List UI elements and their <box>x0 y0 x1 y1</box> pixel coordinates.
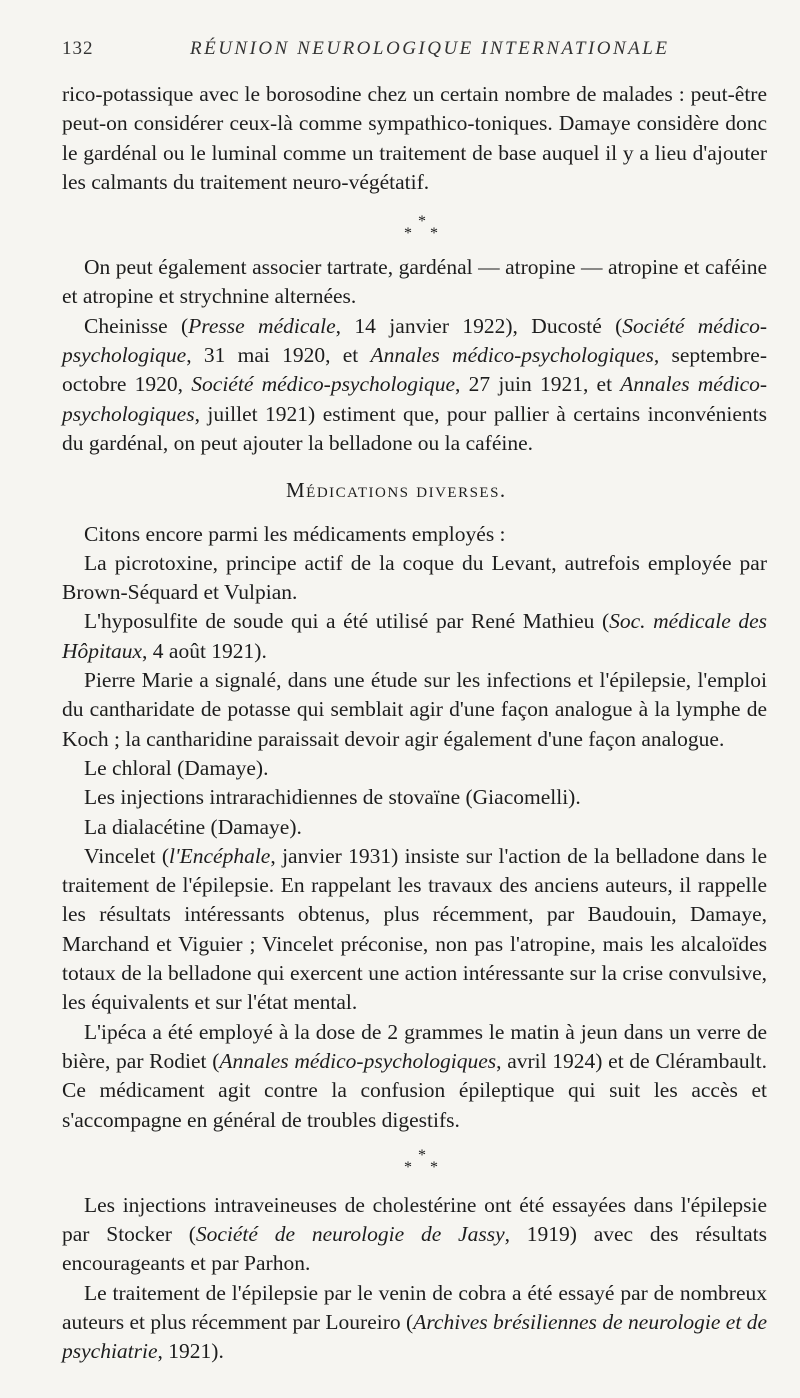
citation-title: l'Encéphale <box>169 843 271 868</box>
section-heading: Médications diverses. <box>286 478 507 503</box>
paragraph-cheinisse: Cheinisse (Presse médicale, 14 janvier 1922), Ducosté (Société médico-psychologique, 31 mai 1920, et Annales médico-psychologiques, septembre-octobre 1920, Société médico-psychologique, 27 juin 1921, et Annales médico-psychologiques, juillet 1921) estiment que, pour pallier à certains inconvénients du gardénal, on peut ajouter la belladone ou la caféine. <box>62 313 768 455</box>
citation-title: Société médico-psychologique <box>62 313 767 368</box>
paragraph-chloral: Le chloral (Damaye). <box>84 755 269 780</box>
citation-title: Société médico-psychologique <box>191 372 456 397</box>
paragraph-ipeca: L'ipéca a été employé à la dose de 2 grammes le matin à jeun dans un verre de bière, par Rodiet (Annales médico-psychologiques, avril 1924) et de Clérambault. Ce médicament agit contre la confusion épileptique qui suit les accès et s'accompagne en général de troubles digestifs. <box>62 1019 767 1132</box>
citation-title: Annales médico-psychologiques <box>370 343 654 368</box>
running-title: RÉUNION NEUROLOGIQUE INTERNATIONALE <box>190 38 670 59</box>
asterism-star: * <box>430 225 438 243</box>
asterism-star: * <box>404 225 412 243</box>
citation-title: Archives brésiliennes de neurologie et de psychiatrie <box>62 1309 767 1364</box>
paragraph-picrotoxine: La picrotoxine, principe actif de la coque du Levant, autrefois employée par Brown-Séquard et Vulpian. <box>62 550 767 605</box>
asterism-separator <box>62 197 767 253</box>
paragraph-cobra: Le traitement de l'épilepsie par le venin de cobra a été essayé par de nombreux auteurs et plus récemment par Loureiro (Archives brésiliennes de neurologie et de psychiatrie, 1921). <box>62 1280 767 1364</box>
paragraph-continuation: rico-potassique avec le borosodine chez un certain nombre de malades : peut-être peut-on considérer ceux-là comme sympathico-toniques. Damaye considère donc le gardénal ou le luminal comme un traitement de base auquel il y a lieu d'ajouter les calmants du traitement neuro-végétatif. <box>62 82 767 194</box>
asterism-star: * <box>430 1158 438 1176</box>
asterism-separator <box>62 1135 767 1191</box>
paragraph-intro-list: Citons encore parmi les médicaments employés : <box>84 521 506 546</box>
paragraph-dialacetine: La dialacétine (Damaye). <box>84 814 302 839</box>
citation-title: Société de neurologie de Jassy <box>195 1222 505 1247</box>
paragraph-stovaine: Les injections intrarachidiennes de stovaïne (Giacomelli). <box>84 785 581 810</box>
paragraph-pierre-marie: Pierre Marie a signalé, dans une étude sur les infections et l'épilepsie, l'emploi du cantharidate de potasse qui semblait agir d'une façon analogue à la lymphe de Koch ; la cantharidine paraissait devoir agir également d'une façon analogue. <box>62 668 767 751</box>
page-body <box>62 80 767 1367</box>
citation-title: Annales médico-psychologiques <box>219 1048 497 1073</box>
paragraph-associations: On peut également associer tartrate, gardénal — atropine — atropine et caféine et atropine et strychnine alternées. <box>62 255 767 309</box>
paragraph-hyposulfite: L'hyposulfite de soude qui a été utilisé par René Mathieu (Soc. médicale des Hôpitaux, 4 août 1921). <box>62 609 767 663</box>
citation-title: Soc. médicale des Hôpitaux <box>62 609 767 663</box>
paragraph-vincelet: Vincelet (l'Encéphale, janvier 1931) insiste sur l'action de la belladone dans le traitement de l'épilepsie. En rappelant les travaux des anciens auteurs, il rappelle les résultats intéressants obtenus, plus récemment, par Baudouin, Damaye, Marchand et Viguier ; Vincelet préconise, non pas l'atropine, mais les alcaloïdes totaux de la belladone qui exercent une action intéressante sur la crise convulsive, les équivalents et sur l'état mental. <box>62 843 767 1015</box>
citation-title: Presse médicale <box>188 313 336 338</box>
asterism-star: * <box>418 1146 426 1164</box>
asterism-star: * <box>418 213 426 231</box>
asterism-star: * <box>404 1158 412 1176</box>
paragraph-cholesterine: Les injections intraveineuses de cholestérine ont été essayées dans l'épilepsie par Stocker (Société de neurologie de Jassy, 1919) avec des résultats encourageants et par Parhon. <box>62 1192 767 1276</box>
page-number: 132 <box>62 38 94 59</box>
citation-title: Annales médico-psychologiques <box>62 372 768 426</box>
